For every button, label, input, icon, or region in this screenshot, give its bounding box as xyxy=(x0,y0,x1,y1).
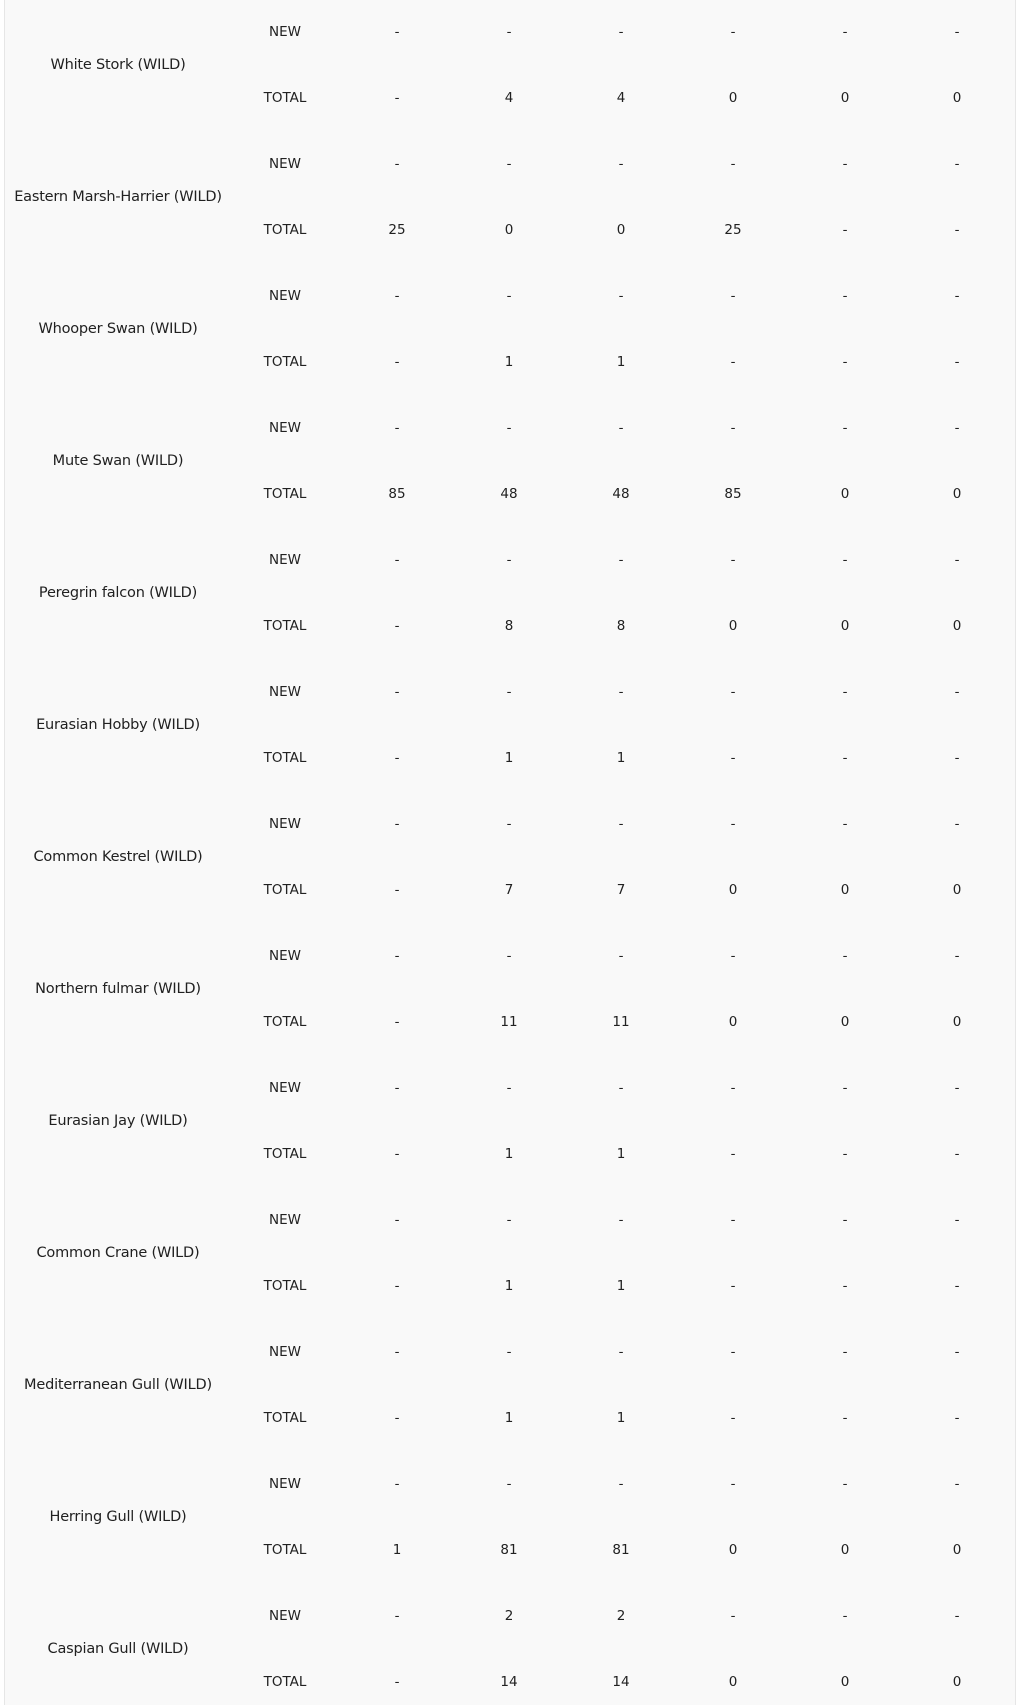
value-cell: - xyxy=(394,684,400,700)
value-cell: - xyxy=(618,420,624,436)
value-cell: - xyxy=(954,1410,960,1426)
value-cell: 0 xyxy=(840,486,850,502)
row-type-label: TOTAL xyxy=(263,486,307,502)
value-cell: - xyxy=(954,1146,960,1162)
value-cell: - xyxy=(730,1410,736,1426)
value-cell: 0 xyxy=(728,1542,738,1558)
row-type-label: TOTAL xyxy=(263,1410,307,1426)
row-type-label: NEW xyxy=(269,1080,301,1096)
value-cell: - xyxy=(730,552,736,568)
new-row xyxy=(5,1076,1015,1100)
row-type-label: NEW xyxy=(269,1608,301,1624)
value-cell: - xyxy=(618,948,624,964)
total-row xyxy=(5,1010,1015,1034)
value-cell: - xyxy=(618,1080,624,1096)
value-cell: - xyxy=(954,816,960,832)
value-cell: 0 xyxy=(728,1014,738,1030)
value-cell: 0 xyxy=(840,882,850,898)
value-cell: 1 xyxy=(616,1410,626,1426)
value-cell: 4 xyxy=(504,90,514,106)
value-cell: - xyxy=(730,948,736,964)
value-cell: - xyxy=(730,156,736,172)
value-cell: 14 xyxy=(612,1674,630,1690)
value-cell: - xyxy=(506,420,512,436)
new-row xyxy=(5,20,1015,44)
row-type-label: TOTAL xyxy=(263,618,307,634)
value-cell: 7 xyxy=(616,882,626,898)
value-cell: 0 xyxy=(728,1674,738,1690)
value-cell: - xyxy=(842,1608,848,1624)
row-type-label: TOTAL xyxy=(263,1146,307,1162)
value-cell: - xyxy=(506,948,512,964)
value-cell: - xyxy=(618,552,624,568)
value-cell: - xyxy=(730,354,736,370)
species-name: Eastern Marsh-Harrier (WILD) xyxy=(14,189,222,205)
new-row xyxy=(5,680,1015,704)
value-cell: 4 xyxy=(616,90,626,106)
row-type-label: NEW xyxy=(269,288,301,304)
value-cell: - xyxy=(954,156,960,172)
total-row xyxy=(5,350,1015,374)
species-name: Common Crane (WILD) xyxy=(36,1245,200,1261)
value-cell: 48 xyxy=(500,486,518,502)
value-cell: - xyxy=(506,1080,512,1096)
value-cell: 1 xyxy=(616,750,626,766)
value-cell: 2 xyxy=(616,1608,626,1624)
value-cell: 0 xyxy=(952,1542,962,1558)
value-cell: 0 xyxy=(728,882,738,898)
value-cell: - xyxy=(954,24,960,40)
species-name: White Stork (WILD) xyxy=(50,57,186,73)
value-cell: - xyxy=(730,420,736,436)
species-row xyxy=(5,263,1015,395)
value-cell: - xyxy=(394,816,400,832)
species-name: Whooper Swan (WILD) xyxy=(38,321,198,337)
value-cell: - xyxy=(394,354,400,370)
value-cell: 0 xyxy=(840,90,850,106)
row-type-label: NEW xyxy=(269,948,301,964)
value-cell: - xyxy=(394,1674,400,1690)
row-type-label: NEW xyxy=(269,816,301,832)
value-cell: - xyxy=(394,618,400,634)
value-cell: - xyxy=(730,1212,736,1228)
value-cell: - xyxy=(842,222,848,238)
value-cell: - xyxy=(394,882,400,898)
value-cell: - xyxy=(842,288,848,304)
species-row xyxy=(5,1319,1015,1451)
row-type-label: NEW xyxy=(269,156,301,172)
new-row xyxy=(5,284,1015,308)
value-cell: 48 xyxy=(612,486,630,502)
value-cell: - xyxy=(954,684,960,700)
value-cell: 1 xyxy=(504,1410,514,1426)
value-cell: 8 xyxy=(616,618,626,634)
value-cell: - xyxy=(842,354,848,370)
value-cell: 1 xyxy=(616,1278,626,1294)
value-cell: 0 xyxy=(952,618,962,634)
value-cell: - xyxy=(394,948,400,964)
value-cell: - xyxy=(842,750,848,766)
species-name: Eurasian Jay (WILD) xyxy=(48,1113,188,1129)
species-row xyxy=(5,791,1015,923)
species-name: Northern fulmar (WILD) xyxy=(35,981,201,997)
row-type-label: TOTAL xyxy=(263,1542,307,1558)
value-cell: 1 xyxy=(504,354,514,370)
value-cell: - xyxy=(618,24,624,40)
value-cell: 85 xyxy=(388,486,406,502)
value-cell: - xyxy=(394,1014,400,1030)
value-cell: 11 xyxy=(500,1014,518,1030)
value-cell: 8 xyxy=(504,618,514,634)
value-cell: 0 xyxy=(952,882,962,898)
value-cell: - xyxy=(842,1212,848,1228)
value-cell: - xyxy=(394,90,400,106)
value-cell: - xyxy=(842,24,848,40)
value-cell: 1 xyxy=(616,1146,626,1162)
row-type-label: NEW xyxy=(269,684,301,700)
species-row xyxy=(5,1583,1015,1705)
value-cell: 1 xyxy=(392,1542,402,1558)
value-cell: - xyxy=(954,354,960,370)
value-cell: 1 xyxy=(616,354,626,370)
new-row xyxy=(5,1604,1015,1628)
value-cell: - xyxy=(842,1278,848,1294)
value-cell: 0 xyxy=(840,1014,850,1030)
row-type-label: NEW xyxy=(269,1476,301,1492)
value-cell: - xyxy=(842,1344,848,1360)
total-row xyxy=(5,1538,1015,1562)
species-row xyxy=(5,1187,1015,1319)
value-cell: - xyxy=(506,288,512,304)
value-cell: 14 xyxy=(500,1674,518,1690)
value-cell: - xyxy=(730,24,736,40)
value-cell: - xyxy=(618,1476,624,1492)
value-cell: 0 xyxy=(952,90,962,106)
total-row xyxy=(5,746,1015,770)
total-row xyxy=(5,86,1015,110)
value-cell: - xyxy=(954,1476,960,1492)
value-cell: - xyxy=(730,684,736,700)
value-cell: 0 xyxy=(952,1674,962,1690)
value-cell: - xyxy=(506,24,512,40)
value-cell: - xyxy=(954,750,960,766)
species-row xyxy=(5,659,1015,791)
row-type-label: TOTAL xyxy=(263,882,307,898)
value-cell: - xyxy=(506,816,512,832)
row-type-label: TOTAL xyxy=(263,1674,307,1690)
value-cell: - xyxy=(618,288,624,304)
value-cell: - xyxy=(394,24,400,40)
value-cell: - xyxy=(954,552,960,568)
value-cell: 7 xyxy=(504,882,514,898)
species-name: Caspian Gull (WILD) xyxy=(47,1641,189,1657)
value-cell: 0 xyxy=(840,1674,850,1690)
species-name: Mediterranean Gull (WILD) xyxy=(24,1377,212,1393)
species-row xyxy=(5,395,1015,527)
value-cell: - xyxy=(394,1146,400,1162)
species-name: Peregrin falcon (WILD) xyxy=(38,585,198,601)
total-row xyxy=(5,218,1015,242)
value-cell: - xyxy=(394,1476,400,1492)
value-cell: 0 xyxy=(840,1542,850,1558)
species-row xyxy=(5,923,1015,1055)
value-cell: - xyxy=(954,1608,960,1624)
value-cell: - xyxy=(618,816,624,832)
value-cell: - xyxy=(394,288,400,304)
value-cell: - xyxy=(506,1344,512,1360)
value-cell: - xyxy=(506,684,512,700)
value-cell: - xyxy=(394,1080,400,1096)
total-row xyxy=(5,1406,1015,1430)
species-row xyxy=(5,1451,1015,1583)
new-row xyxy=(5,1340,1015,1364)
row-type-label: NEW xyxy=(269,420,301,436)
value-cell: - xyxy=(954,1278,960,1294)
value-cell: - xyxy=(954,1212,960,1228)
value-cell: - xyxy=(394,552,400,568)
total-row xyxy=(5,1670,1015,1694)
species-row xyxy=(5,0,1015,131)
row-type-label: TOTAL xyxy=(263,1278,307,1294)
value-cell: 0 xyxy=(504,222,514,238)
value-cell: - xyxy=(730,1080,736,1096)
value-cell: - xyxy=(842,948,848,964)
value-cell: - xyxy=(954,288,960,304)
species-row xyxy=(5,131,1015,263)
value-cell: - xyxy=(954,420,960,436)
species-name: Eurasian Hobby (WILD) xyxy=(36,717,200,733)
new-row xyxy=(5,1208,1015,1232)
value-cell: - xyxy=(394,156,400,172)
value-cell: - xyxy=(394,420,400,436)
value-cell: 1 xyxy=(504,1146,514,1162)
value-cell: 25 xyxy=(724,222,742,238)
value-cell: - xyxy=(506,156,512,172)
species-name: Herring Gull (WILD) xyxy=(49,1509,187,1525)
row-type-label: TOTAL xyxy=(263,90,307,106)
new-row xyxy=(5,152,1015,176)
value-cell: - xyxy=(394,1608,400,1624)
value-cell: - xyxy=(730,288,736,304)
species-name: Common Kestrel (WILD) xyxy=(33,849,203,865)
value-cell: 85 xyxy=(724,486,742,502)
value-cell: - xyxy=(618,1212,624,1228)
value-cell: 0 xyxy=(840,618,850,634)
row-type-label: NEW xyxy=(269,1344,301,1360)
value-cell: 81 xyxy=(500,1542,518,1558)
value-cell: - xyxy=(618,684,624,700)
row-type-label: TOTAL xyxy=(263,354,307,370)
value-cell: - xyxy=(394,1212,400,1228)
value-cell: 0 xyxy=(728,90,738,106)
value-cell: - xyxy=(842,156,848,172)
value-cell: 81 xyxy=(612,1542,630,1558)
value-cell: - xyxy=(842,1476,848,1492)
total-row xyxy=(5,482,1015,506)
total-row xyxy=(5,1142,1015,1166)
value-cell: 0 xyxy=(616,222,626,238)
new-row xyxy=(5,1472,1015,1496)
value-cell: 0 xyxy=(952,486,962,502)
value-cell: - xyxy=(618,156,624,172)
value-cell: - xyxy=(730,816,736,832)
value-cell: - xyxy=(618,1344,624,1360)
row-type-label: TOTAL xyxy=(263,750,307,766)
value-cell: - xyxy=(506,1476,512,1492)
new-row xyxy=(5,548,1015,572)
species-row xyxy=(5,1055,1015,1187)
value-cell: - xyxy=(954,1080,960,1096)
value-cell: - xyxy=(842,1146,848,1162)
total-row xyxy=(5,614,1015,638)
value-cell: 0 xyxy=(952,1014,962,1030)
value-cell: 0 xyxy=(728,618,738,634)
value-cell: - xyxy=(730,1344,736,1360)
value-cell: 25 xyxy=(388,222,406,238)
row-type-label: NEW xyxy=(269,24,301,40)
value-cell: - xyxy=(954,1344,960,1360)
value-cell: - xyxy=(842,1080,848,1096)
row-type-label: TOTAL xyxy=(263,222,307,238)
total-row xyxy=(5,878,1015,902)
value-cell: - xyxy=(842,684,848,700)
value-cell: - xyxy=(394,1344,400,1360)
row-type-label: NEW xyxy=(269,552,301,568)
value-cell: - xyxy=(730,1146,736,1162)
value-cell: 1 xyxy=(504,1278,514,1294)
value-cell: 1 xyxy=(504,750,514,766)
value-cell: - xyxy=(730,1278,736,1294)
value-cell: - xyxy=(954,222,960,238)
value-cell: - xyxy=(730,1476,736,1492)
row-type-label: NEW xyxy=(269,1212,301,1228)
value-cell: - xyxy=(730,1608,736,1624)
value-cell: - xyxy=(842,1410,848,1426)
value-cell: 11 xyxy=(612,1014,630,1030)
new-row xyxy=(5,416,1015,440)
new-row xyxy=(5,944,1015,968)
value-cell: - xyxy=(842,816,848,832)
new-row xyxy=(5,812,1015,836)
value-cell: - xyxy=(506,552,512,568)
species-name: Mute Swan (WILD) xyxy=(52,453,184,469)
total-row xyxy=(5,1274,1015,1298)
row-type-label: TOTAL xyxy=(263,1014,307,1030)
species-data-table xyxy=(4,0,1016,1705)
value-cell: - xyxy=(730,750,736,766)
value-cell: - xyxy=(842,552,848,568)
value-cell: - xyxy=(954,948,960,964)
value-cell: - xyxy=(394,750,400,766)
value-cell: - xyxy=(506,1212,512,1228)
value-cell: 2 xyxy=(504,1608,514,1624)
value-cell: - xyxy=(394,1278,400,1294)
species-row xyxy=(5,527,1015,659)
value-cell: - xyxy=(842,420,848,436)
value-cell: - xyxy=(394,1410,400,1426)
